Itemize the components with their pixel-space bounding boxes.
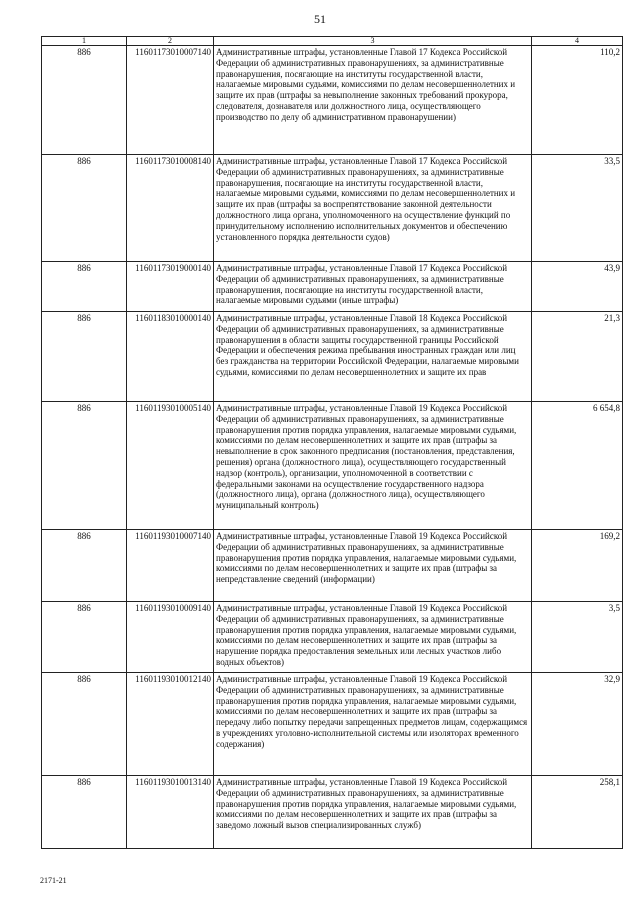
- description-cell: Административные штрафы, установленные Главой 19 Кодекса Российской Федерации об административных правонарушениях, за административные правонарушения против порядка управления, налагаемые мировыми судьями, комиссиями по делам несовершеннолетних и защите их прав (штрафы за заведомо ложный вызов специализированных служб): [214, 776, 532, 849]
- header-col-4: 4: [532, 37, 623, 46]
- admin-code-cell: 886: [42, 776, 127, 849]
- header-col-3: 3: [214, 37, 532, 46]
- description-cell: Административные штрафы, установленные Главой 19 Кодекса Российской Федерации об административных правонарушениях, за административные правонарушения против порядка управления, налагаемые мировыми судьями, комиссиями по делам несовершеннолетних и защите их прав (штрафы за непредставление сведений (информации): [214, 530, 532, 602]
- admin-code-cell: 886: [42, 530, 127, 602]
- page-number: 51: [314, 12, 326, 26]
- description-cell: Административные штрафы, установленные Главой 19 Кодекса Российской Федерации об административных правонарушениях, за административные правонарушения против порядка управления, налагаемые мировыми судьями, комиссиями по делам несовершеннолетних и защите их прав (штрафы за нарушение порядка предоставления земельных или лесных участков либо водных объектов): [214, 602, 532, 673]
- description-cell: Административные штрафы, установленные Главой 17 Кодекса Российской Федерации об административных правонарушениях, за административные правонарушения, посягающие на институты государственной власти, налагаемые мировыми судьями, комиссиями по делам несовершеннолетних и защите их прав (штрафы за невыполнение законных требований прокурора, следователя, дознавателя или должностного лица, осуществляющего производство по делу об административном правонарушении): [214, 46, 532, 155]
- kbk-code-cell: 11601173010008140: [127, 155, 214, 262]
- table-row: [42, 262, 623, 312]
- kbk-code-cell: 11601193010009140: [127, 602, 214, 673]
- kbk-code-cell: 11601193010012140: [127, 673, 214, 776]
- table-body: [42, 46, 623, 849]
- description-cell: Административные штрафы, установленные Главой 19 Кодекса Российской Федерации об административных правонарушениях, за административные правонарушения против порядка управления, налагаемые мировыми судьями, комиссиями по делам несовершеннолетних и защите их прав (штрафы за передачу либо попытку передачи запрещенных предметов лицам, содержащимся в учреждениях уголовно-исполнительной системы или изоляторах временного содержания): [214, 673, 532, 776]
- table-row: [42, 155, 623, 262]
- description-cell: Административные штрафы, установленные Главой 17 Кодекса Российской Федерации об административных правонарушениях, за административные правонарушения, посягающие на институты государственной власти, налагаемые мировыми судьями, комиссиями по делам несовершеннолетних и защите их прав (штрафы за воспрепятствование законной деятельности должностного лица органа, уполномоченного на осуществление функций по принудительному исполнению исполнительных документов и обеспечению установленного порядка деятельности судов): [214, 155, 532, 262]
- amount-cell: 32,9: [532, 673, 623, 776]
- table-row: [42, 46, 623, 155]
- footer-code: 2171-21: [40, 876, 67, 885]
- table-row: [42, 602, 623, 673]
- header-col-2: 2: [127, 37, 214, 46]
- header-row: [42, 37, 623, 46]
- kbk-code-cell: 11601183010000140: [127, 312, 214, 402]
- amount-cell: 6 654,8: [532, 402, 623, 530]
- kbk-code-cell: 11601173019000140: [127, 262, 214, 312]
- admin-code-cell: 886: [42, 46, 127, 155]
- amount-cell: 258,1: [532, 776, 623, 849]
- amount-cell: 43,9: [532, 262, 623, 312]
- admin-code-cell: 886: [42, 402, 127, 530]
- admin-code-cell: 886: [42, 312, 127, 402]
- header-col-1: 1: [42, 37, 127, 46]
- amount-cell: 3,5: [532, 602, 623, 673]
- amount-cell: 169,2: [532, 530, 623, 602]
- kbk-code-cell: 11601193010013140: [127, 776, 214, 849]
- amount-cell: 110,2: [532, 46, 623, 155]
- kbk-code-cell: 11601173010007140: [127, 46, 214, 155]
- description-cell: Административные штрафы, установленные Главой 17 Кодекса Российской Федерации об административных правонарушениях, за административные правонарушения, посягающие на институты государственной власти, налагаемые мировыми судьями (иные штрафы): [214, 262, 532, 312]
- table-row: [42, 673, 623, 776]
- admin-code-cell: 886: [42, 602, 127, 673]
- table-header: [42, 37, 623, 46]
- amount-cell: 21,3: [532, 312, 623, 402]
- table-row: [42, 402, 623, 530]
- admin-code-cell: 886: [42, 155, 127, 262]
- table-row: [42, 530, 623, 602]
- budget-table: [41, 36, 623, 849]
- description-cell: Административные штрафы, установленные Главой 19 Кодекса Российской Федерации об административных правонарушениях, за административные правонарушения против порядка управления, налагаемые мировыми судьями, комиссиями по делам несовершеннолетних и защите их прав (штрафы за невыполнение в срок законного предписания (постановления, представления, решения) органа (должностного лица), осуществляющего государственный надзор (контроль), организации, уполномоченной в соответствии с федеральными законами на осуществление государственного надзора (должностного лица), органа (должностного лица), осуществляющего муниципальный контроль): [214, 402, 532, 530]
- kbk-code-cell: 11601193010005140: [127, 402, 214, 530]
- amount-cell: 33,5: [532, 155, 623, 262]
- admin-code-cell: 886: [42, 673, 127, 776]
- kbk-code-cell: 11601193010007140: [127, 530, 214, 602]
- description-cell: Административные штрафы, установленные Главой 18 Кодекса Российской Федерации об административных правонарушениях, за административные правонарушения в области защиты государственной границы Российской Федерации и обеспечения режима пребывания иностранных граждан или лиц без гражданства на территории Российской Федерации, налагаемые мировыми судьями, комиссиями по делам несовершеннолетних и защите их прав: [214, 312, 532, 402]
- table-row: [42, 312, 623, 402]
- admin-code-cell: 886: [42, 262, 127, 312]
- table-row: [42, 776, 623, 849]
